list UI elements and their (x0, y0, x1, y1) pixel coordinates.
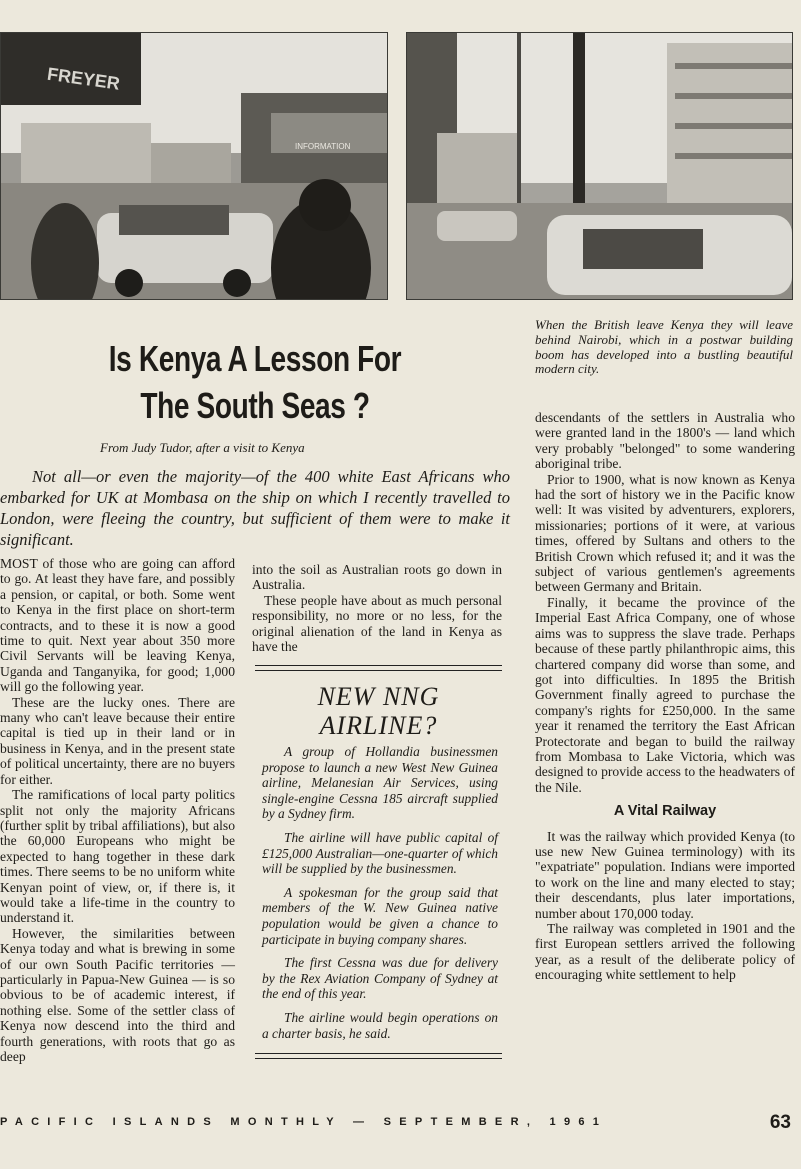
right-subhead: A Vital Railway (613, 803, 717, 820)
right-paragraph: descendants of the settlers in Australia who were granted land in the 1800's — land which very probably "belonged" to some wandering aboriginal tribe. (535, 410, 795, 472)
sidebar-bottom-rule (255, 1053, 502, 1059)
sidebar-title (255, 682, 502, 740)
headline-line-2: The South Seas ? (140, 385, 370, 426)
right-column (535, 410, 795, 983)
sidebar-title-line-1: NEW NNG (317, 682, 440, 711)
sidebar-body (262, 744, 498, 1049)
standfirst: Not all—or even the majority—of the 400 white East Africans who embarked for UK at Mombasa on the ship on which I recently travelled to London, were fleeing the country, but sufficient of them were to make it significant. (0, 467, 510, 549)
left-paragraph: MOST of those who are going can afford to go. At least they have fare, and possibly a pension, or capital, or both. Some went to Kenya in the first place on short-term contracts, and to these it is now a good time to quit. Next year about 350 more Civil Servants will be leaving Kenya, Uganda and Tanganyika, for good; 1,000 will go the following year. (0, 556, 235, 695)
sidebar-paragraph: A group of Hollandia businessmen propose to launch a new West New Guinea airline, Melanesian Air Services, using single-engine Cessna 185 aircraft supplied by a Sydney firm. (262, 744, 498, 822)
right-paragraph: It was the railway which provided Kenya (to use new New Guinea terminology) with its "expatriate" population. Indians were imported to work on the line and many elected to stay; their descendants, plus later importations, number about 170,000 today. (535, 828, 795, 921)
page-footer (0, 1112, 801, 1136)
byline: From Judy Tudor, after a visit to Kenya (100, 440, 305, 455)
sidebar-paragraph: The airline will have public capital of £125,000 Australian—one-quarter of which will be supplied by the businessmen. (262, 829, 498, 877)
street-photo-left (0, 32, 388, 300)
photo-caption: When the British leave Kenya they will leave behind Nairobi, which in a postwar building boom has developed into a bustling beautiful modern city. (535, 317, 793, 377)
sidebar-title-line-2: AIRLINE? (319, 711, 438, 740)
left-column (0, 556, 235, 1064)
information-sign: INFORMATION (295, 142, 351, 151)
right-paragraph: Finally, it became the province of the Imperial East Africa Company, one of whose aims was to suppress the slave trade. Perhaps because of these partly philanthropic aims, this chartered company did worse than some, and got into difficulties. In 1895 the British Government finally agreed to purchase the company's rights for £250,000. In the same year it renamed the territory the East African Protectorate and began to build the railway from Mombasa to Lake Victoria, which was designed to provide access to the headwaters of the Nile. (535, 594, 795, 795)
article-headline (103, 335, 407, 429)
sidebar-paragraph: A spokesman for the group said that members of the W. New Guinea native population would be given a chance to participate in buying company shares. (262, 884, 498, 947)
sidebar-paragraph: The first Cessna was due for delivery by the Rex Aviation Company of Sydney at the end of this year. (262, 955, 498, 1002)
left-paragraph: However, the similarities between Kenya today and what is brewing in some of our own South Pacific territories — particularly in Papua-New Guinea — is so obvious to be of academic interest, if nothing else. Some of the settler class of Kenya now descend into the third and fourth generations, with roots that go as deep (0, 925, 235, 1064)
right-paragraph: The railway was completed in 1901 and the first European settlers arrived the following year, as a result of the deliberate policy of encouraging white settlement to help (535, 921, 795, 983)
right-paragraph: Prior to 1900, what is now known as Kenya had the sort of history we in the Pacific know well: It was visited by adventurers, explorers, missionaries; portions of it were, at various times, offered by Sultans and others to the British Crown which refused it; and it was the subject of various gentlemen's agreements between Germany and Britain. (535, 471, 795, 595)
left-paragraph: The ramifications of local party politics split not only the majority Africans (further split by tribal affiliations), but also the 60,000 Europeans who might be expected to hang together in these dark times. There seems to be no uniform white Kenyan point of view, or, if there is, it would take a life-time in the country to understand it. (0, 787, 235, 926)
page-number: 63 (769, 1112, 791, 1133)
street-photo-right (406, 32, 793, 300)
left-paragraph: These are the lucky ones. There are many who can't leave because their entire capital is tied up in their land or in business in Kenya, and in the present state of political uncertainty, there are no buyers for either. (0, 694, 235, 787)
sidebar-top-rule (255, 665, 502, 671)
middle-paragraph: into the soil as Australian roots go down in Australia. (252, 562, 502, 593)
freyer-sign: FREYER (45, 63, 122, 94)
middle-paragraph: These people have about as much personal responsibility, no more or no less, for the original alienation of the land in Kenya as have the (252, 592, 502, 655)
middle-column (252, 562, 502, 654)
magazine-name: PACIFIC ISLANDS MONTHLY — SEPTEMBER, 1961 (0, 1116, 608, 1128)
sidebar-paragraph: The airline would begin operations on a charter basis, he said. (262, 1009, 498, 1041)
headline-line-1: Is Kenya A Lesson For (108, 338, 402, 379)
